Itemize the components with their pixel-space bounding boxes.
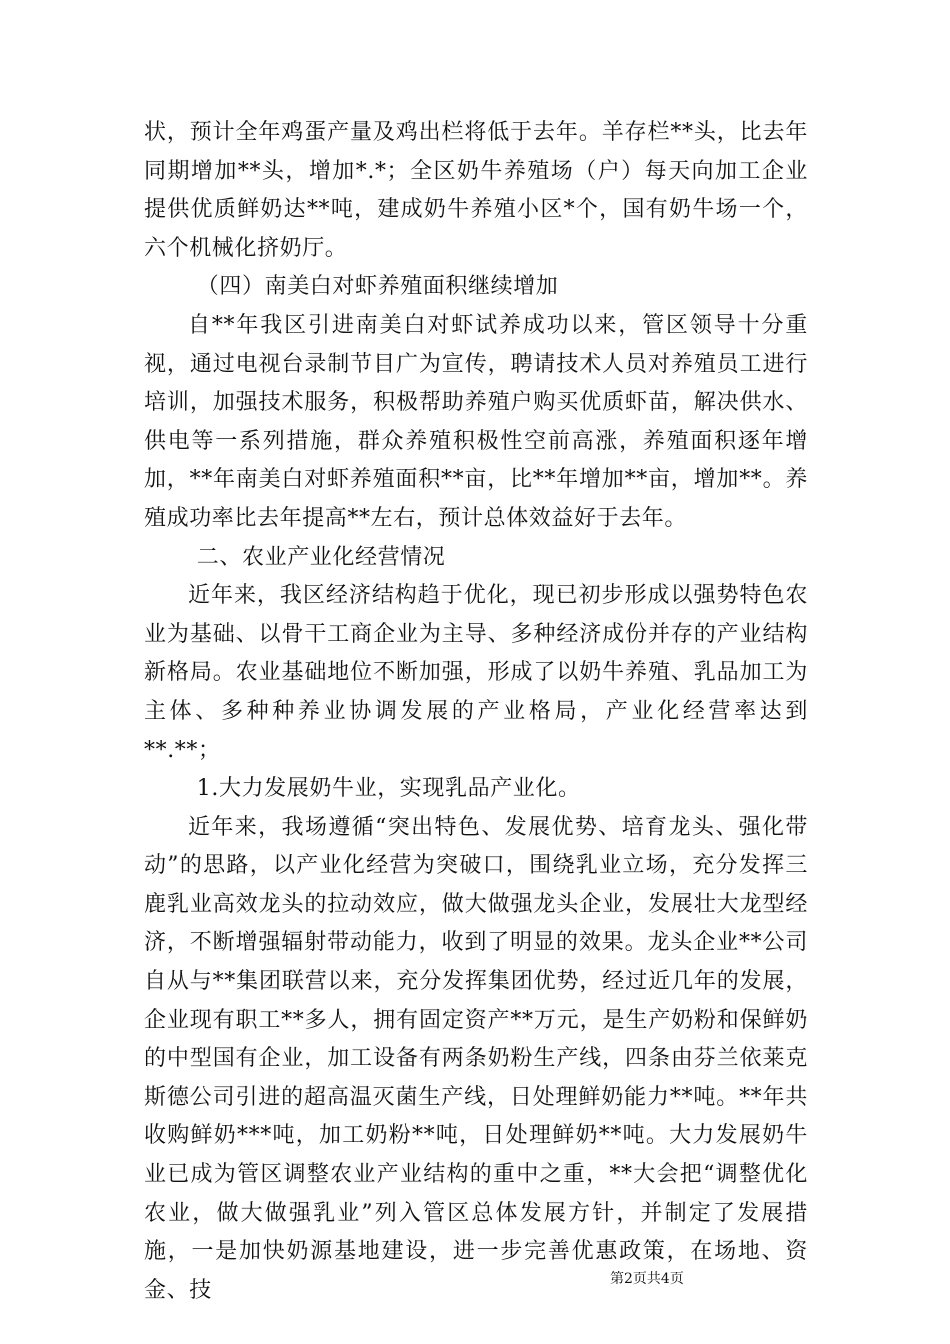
section-heading-shrimp: （四）南美白对虾养殖面积继续增加: [196, 274, 559, 300]
section-heading-industrialization: 二、农业产业化经营情况: [196, 544, 446, 570]
paragraph-dairy: 近年来，我场遵循“突出特色、发展优势、培育龙头、强化带动”的思路，以产业化经营为突破口，围绕乳业立场，充分发挥三鹿乳业高效龙头的拉动效应，做大做强龙头企业，发展壮大龙型经济，不断增强辐射带动能力，收到了明显的效果。龙头企业**公司自从与**集团联营以来，充分发挥集团优势，经过近几年的发展，企业现有职工**多人，拥有固定资产**万元，是生产奶粉和保鲜奶的中型国有企业，加工设备有两条奶粉生产线，四条由芬兰依莱克斯德公司引进的超高温灭菌生产线，日处理鲜奶能力**吨。**年共收购鲜奶***吨，加工奶粉**吨，日处理鲜奶**吨。大力发展奶牛业已成为管区调整农业产业结构的重中之重，**大会把“调整优化农业，做大做强乳业”列入管区总体发展方针，并制定了发展措施，一是加快奶源基地建设，进一步完善优惠政策，在场地、资金、技: [144, 814, 808, 1303]
paragraph-continuation: 状，预计全年鸡蛋产量及鸡出栏将低于去年。羊存栏**头，比去年同期增加**头，增加*.*；全区奶牛养殖场（户）每天向加工企业提供优质鲜奶达**吨，建成奶牛养殖小区*个，国有奶牛场一个，六个机械化挤奶厅。: [144, 120, 808, 261]
paragraph-shrimp: 自**年我区引进南美白对虾试养成功以来，管区领导十分重视，通过电视台录制节目广为宣传，聘请技术人员对养殖员工进行培训，加强技术服务，积极帮助养殖户购买优质虾苗，解决供水、供电等一系列措施，群众养殖积极性空前高涨，养殖面积逐年增加，**年南美白对虾养殖面积**亩，比**年增加**亩，增加**。养殖成功率比去年提高**左右，预计总体效益好于去年。: [144, 312, 808, 531]
subheading-dairy: 1.大力发展奶牛业，实现乳品产业化。: [196, 776, 581, 802]
page-number: 第2页共4页: [610, 1271, 684, 1287]
document-body: [144, 114, 808, 1310]
paragraph-industrialization: 近年来，我区经济结构趋于优化，现已初步形成以强势特色农业为基础、以骨干工商企业为主导、多种经济成份并存的产业结构新格局。农业基础地位不断加强，形成了以奶牛养殖、乳品加工为主体、多种种养业协调发展的产业格局，产业化经营率达到**.**；: [144, 583, 808, 763]
